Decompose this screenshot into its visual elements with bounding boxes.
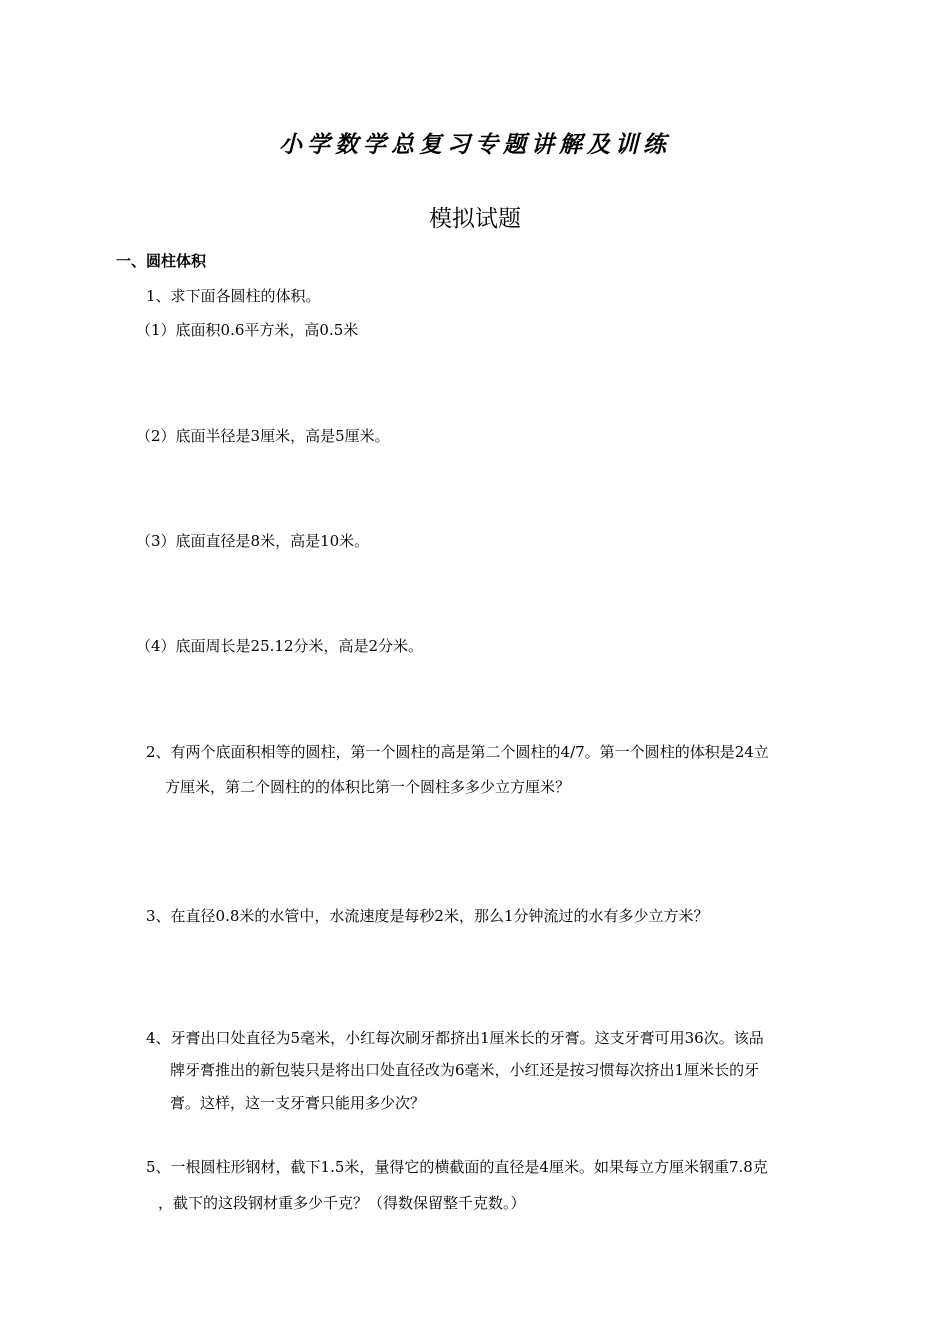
question-2-line-2: 方厘米，第二个圆柱的的体积比第一个圆柱多多少立方厘米？ — [165, 778, 571, 796]
question-4-line-3: 膏。这样，这一支牙膏只能用多少次？ — [170, 1094, 426, 1112]
question-3-line-1: 3、在直径0.8米的水管中，水流速度是每秒2米，那么1分钟流过的水有多少立方米？ — [146, 907, 709, 925]
question-2-line-1: 2、有两个底面积相等的圆柱，第一个圆柱的高是第二个圆柱的4/7。第一个圆柱的体积是24立 — [146, 743, 769, 761]
question-1-part-1: （1）底面积0.6平方米，高0.5米 — [136, 321, 359, 339]
section-heading: 一、圆柱体积 — [116, 252, 207, 270]
document-subtitle: 模拟试题 — [429, 206, 521, 232]
document-title: 小学数学总复习专题讲解及训练 — [279, 132, 671, 158]
question-1: 1、求下面各圆柱的体积。 — [146, 287, 321, 305]
question-1-part-2: （2）底面半径是3厘米，高是5厘米。 — [136, 427, 390, 445]
question-5-line-2: ，截下的这段钢材重多少千克？（得数保留整千克数。） — [158, 1194, 526, 1212]
question-4-line-1: 4、牙膏出口处直径为5毫米，小红每次刷牙都挤出1厘米长的牙膏。这支牙膏可用36次。该品 — [146, 1029, 764, 1047]
question-1-part-3: （3）底面直径是8米，高是10米。 — [136, 532, 370, 550]
question-5-line-1: 5、一根圆柱形钢材，截下1.5米，量得它的横截面的直径是4厘米。如果每立方厘米钢重7.8克 — [146, 1158, 768, 1176]
question-1-part-4: （4）底面周长是25.12分米，高是2分米。 — [136, 637, 424, 655]
question-4-line-2: 牌牙膏推出的新包装只是将出口处直径改为6毫米，小红还是按习惯每次挤出1厘米长的牙 — [170, 1061, 760, 1079]
